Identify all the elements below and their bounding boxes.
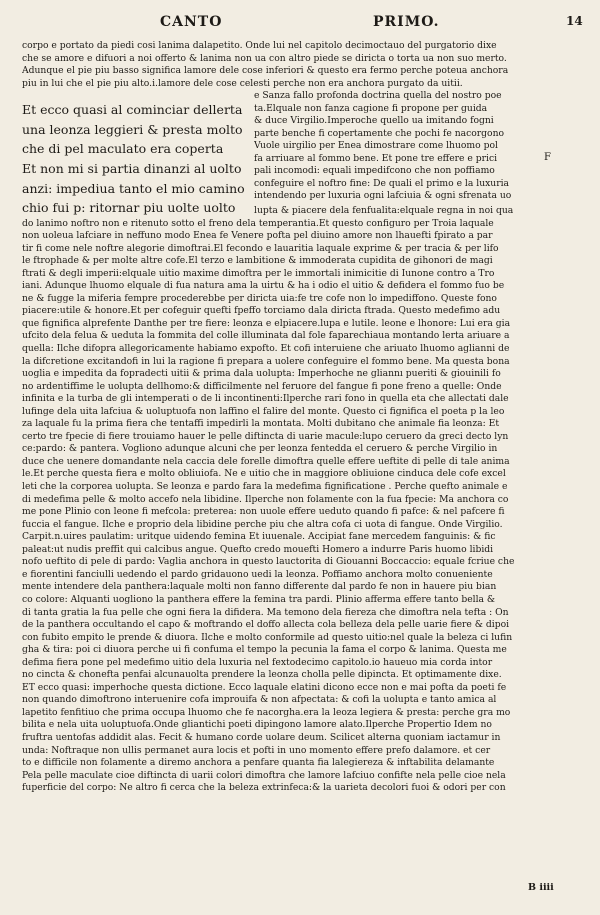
- text-line: corpo e portato da piedi cosi lanima dalapetito. Onde lui nel capitolo decimoctauo del purgatorio dixe: [22, 40, 497, 51]
- text-line: Pela pelle maculate cioe diftincta di uarii colori dimoftra che lamore lafciuo confifte nela pelle cioe nela: [22, 769, 506, 781]
- commentary-right-column: [254, 90, 540, 203]
- text-line: ta.Elquale non fanza cagione fi propone per guida: [254, 102, 488, 114]
- text-line: lupta & piacere dela fenfualita:elquale regna in noi qua: [254, 205, 514, 216]
- signature-mark: B iiii: [528, 882, 554, 893]
- text-line: paleat:ut nudis preffit qui calcibus angue. Quefto credo mouefti Homero a indurre Paris huomo libidi: [22, 543, 494, 555]
- header-canto: CANTO: [160, 14, 223, 30]
- text-line: le ftrophade & per molte altre cofe.El terzo e lambitione & immoderata cupidita de gihonori de magi: [22, 255, 493, 267]
- text-line: to e difficile non folamente a diremo anchora a penfare quanta fia lalegiereza & inftabilita delamante: [22, 757, 495, 769]
- commentary-body: [22, 205, 540, 807]
- text-line: de la panthera occultando el capo & moftrando el doffo allecta cola belleza dela pelle uarie fiere & dipoi: [22, 619, 510, 631]
- text-line: fruftra uentofas addidit alas. Fecit & humano corde uolare deum. Scilicet alterna quoniam iactamur in: [22, 731, 501, 743]
- text-line: me pone Plinio con leone fi mefcola: preterea: non uuole effere ueduto quando fi pafce: & nel pafcere fi: [22, 506, 505, 518]
- running-header: [0, 14, 600, 34]
- text-line: che se amore e difuori a noi offerto & lanima non ua con altro piede se diricta o torta ua non suo merto.: [22, 52, 507, 64]
- header-primo: PRIMO.: [373, 14, 440, 30]
- text-line: piu in lui che el pie piu alto.i.lamore dele cose celesti perche non era anchora purgato da uitii.: [22, 77, 463, 89]
- text-line: mente intendere dela panthera:laquale molti non fanno differente dal pardo fe non in hauere piu bian: [22, 581, 497, 593]
- text-line: quella: Ilche difopra allegoricamente habiamo expofto. Et cofi interuiene che ariuato lhuomo aglianni de: [22, 343, 510, 355]
- text-line: bilita e nela uita uoluptuofa.Onde gliantichi poeti dipingono lamore alato.Ilperche Propertio Idem no: [22, 719, 492, 731]
- verse-line: che di pel maculato era coperta: [22, 141, 224, 157]
- verse-line: Et ecco quasi al cominciar dellerta: [22, 102, 243, 117]
- text-line: duce che uenere domandante nela caccia dele forelle dimoftra quelle effere ueftite di pelle di tale anima: [22, 455, 510, 467]
- text-line: piacere:utile & honore.Et per cofeguir quefti fpeffo torciamo dala diricta ftrada. Questo medefimo adu: [22, 305, 501, 317]
- text-line: no cincta & chonefta penfai alcunauolta prendere la leonza cholla pelle dipincta. Et optimamente dixe.: [22, 669, 502, 681]
- text-line: certo tre fpecie di fiere trouiamo hauer le pelle diftincta di uarie macule:lupo ceruero da greci decto lyn: [22, 430, 509, 442]
- commentary-top: [22, 40, 540, 90]
- text-line: ftrati & degli imperii:elquale uitio maxime dimoftra per le immortali inimicitie di Iunone contro a Tro: [22, 267, 495, 279]
- text-line: infinita e la turba de gli intemperati o de li incontinenti:Ilperche rari fono in quella eta che allectati dale: [22, 393, 509, 405]
- text-line: di medefima pelle & molto accefo nela libidine. Ilperche non folamente con la fua fpecie: Ma anchora co: [22, 493, 509, 505]
- text-line: co colore: Alquanti uogliono la panthera effere la femina tra pardi. Plinio afferma effere tanto bella &: [22, 593, 496, 605]
- text-line: que fignifica alprefente Danthe per tre fiere: leonza e elpiacere.lupa e lutile. leone e lhonore: Lui era gia: [22, 317, 511, 329]
- text-line: di tanta gratia la fua pelle che ogni fiera la difidera. Ma temono dela fiereza che dimoftra nela tefta : On: [22, 606, 509, 618]
- text-line: confeguire el noftro fine: De quali el primo e la luxuria: [254, 177, 510, 189]
- text-line: con fubito empito le prende & diuora. Ilche e molto conformile ad questo uitio:nel quale la beleza ci lufin: [22, 631, 513, 643]
- text-line: nofo ueftito di pele di pardo: Vaglia anchora in questo lauctorita di Giouanni Boccaccio: equale fcriue che: [22, 556, 515, 568]
- text-line: do lanimo noftro non e ritenuto sotto el freno dela temperantia.Et questo configuro per Troia laquale: [22, 217, 494, 229]
- marginal-letter: F: [544, 152, 551, 163]
- verse-line: anzi: impediua tanto el mio camino: [22, 180, 245, 196]
- text-line: tir fi come nele noftre alegorie dimoftrai.El fecondo e lauaritia laquale exprime & per tracia & per lifo: [22, 242, 499, 254]
- text-line: ne & fugge la miferia fempre procederebbe per diricta uia:fe tre cofe non lo impediffono. Queste fono: [22, 292, 497, 304]
- text-line: defima fiera pone pel medefimo uitio dela luxuria nel fextodecimo capitolo.io haueuo mia corda intor: [22, 656, 493, 668]
- text-line: fa arriuare al fommo bene. Et pone tre effere e prici: [254, 152, 498, 164]
- verse-line: una leonza leggieri & presta molto: [22, 121, 243, 137]
- text-line: e fiorentini fanciulli uedendo el pardo gridauono uedi la leonza. Poffiamo anchora molto conueniente: [22, 568, 493, 580]
- text-line: leti che la corporea uolupta. Se leonza e pardo fara la medefima fignificatione . Perche quefto animale e: [22, 481, 508, 493]
- text-line: Carpit.n.uires paulatim: uritque uidendo femina Et iuuenale. Accipiat fane mercedem fanguinis: & fic: [22, 531, 496, 543]
- text-line: parte benche fi copertamente che pochi fe nacorgono: [254, 127, 505, 139]
- text-line: unda: Noftraque non ullis permanet aura locis et pofti in uno momento effere prefo dalamore. et cer: [22, 744, 491, 756]
- text-line: no ardentiffime le uolupta dellhomo:& difficilmente nel feruore del fangue fi pone freno a quelle: Onde: [22, 380, 502, 392]
- text-line: uoglia e impedita da fopradecti uitii & prima dala uolupta: Imperhoche ne gliannı pueriti & giouinili fo: [22, 368, 501, 380]
- text-line: gha & tira: poi ci diuora perche ui fi confuma el tempo la pecunia la fama el corpo & lanima. Questa me: [22, 644, 507, 656]
- dante-verse-block: [22, 100, 254, 218]
- text-line: & duce Virgilio.Imperoche quello ua imitando fogni: [254, 115, 494, 127]
- text-line: fuccia el fangue. Ilche e proprio dela libidine perche piu che altra cofa ci uota di fangue. Onde Virgilio.: [22, 518, 503, 530]
- text-line: Vuole uirgilio per Enea dimostrare come lhuomo pol: [254, 140, 498, 152]
- text-line: le.Et perche questa fiera e molto obliuiofa. Ne e uitio che in maggiore obliuione cinduca dele cofe excel: [22, 468, 506, 480]
- text-line: non uoleua lafciare in neffuno modo Enea fe Venere pofta pel diuino amore non lhauefti fpirato a par: [22, 230, 493, 242]
- text-line: ufcito dela felua & ueduta la fommita del colle illuminata dal fole faparechiaua montando lerta ariuare a: [22, 330, 510, 342]
- text-line: iani. Adunque lhuomo elquale di fua natura ama la uirtu & ha i odio el uitio & defidera el fommo fuo be: [22, 280, 505, 292]
- text-line: za laquale fu la prima fiera che tentaffi impedirli la montata. Molti dubitano che animale fia leonza: Et: [22, 418, 500, 430]
- text-line: non quando dimoftrono interuenire cofa improuifa & non afpectata: & cofi la uolupta e tanto amica al: [22, 694, 497, 706]
- text-line: la difcretione excitandofi in lui la ragione fi prepara a uolere confeguire el fommo bene. Ma questa bona: [22, 355, 510, 367]
- text-line: Adunque el pie piu basso significa lamore dele cose inferiori & questo era fermo perche poteua anchora: [22, 65, 509, 77]
- text-line: fuperficie del corpo: Ne altro fi cerca che la beleza extrinfeca:& la uarieta decolori fuoi & odori per con: [22, 782, 506, 794]
- text-line: [22, 795, 540, 808]
- text-line: intendendo per luxuria ogni lafciuia & ogni sfrenata uo: [254, 190, 512, 202]
- text-line: lufinge dela uita lafciua & uoluptuofa non laffino el falire del monte. Questo ci fignifica el poeta p la leo: [22, 405, 505, 417]
- verse-line: chio fui p: ritornar piu uolte uolto: [22, 200, 236, 216]
- verse-line: Et non mi si partia dinanzi al uolto: [22, 161, 242, 177]
- text-line: ce:pardo: & pantera. Vogliono adunque alcuni che per leonza fentedda el ceruero & perche Virgilio in: [22, 443, 498, 455]
- text-line: ET ecco quasi: imperhoche questa dictione. Ecco laquale elatini dicono ecce non e mai pofta da poeti fe: [22, 681, 507, 693]
- folio-number: 14: [566, 14, 583, 28]
- text-line: e Sanza fallo profonda doctrina quella del nostro poe: [254, 90, 502, 101]
- text-line: lapetito fenfitiuo che prima occupa lhuomo che fe nacorgha.era la leoza legiera & presta: perche gra mo: [22, 706, 511, 718]
- text-line: pali incomodi: equali impedifcono che non poffiamo: [254, 165, 495, 177]
